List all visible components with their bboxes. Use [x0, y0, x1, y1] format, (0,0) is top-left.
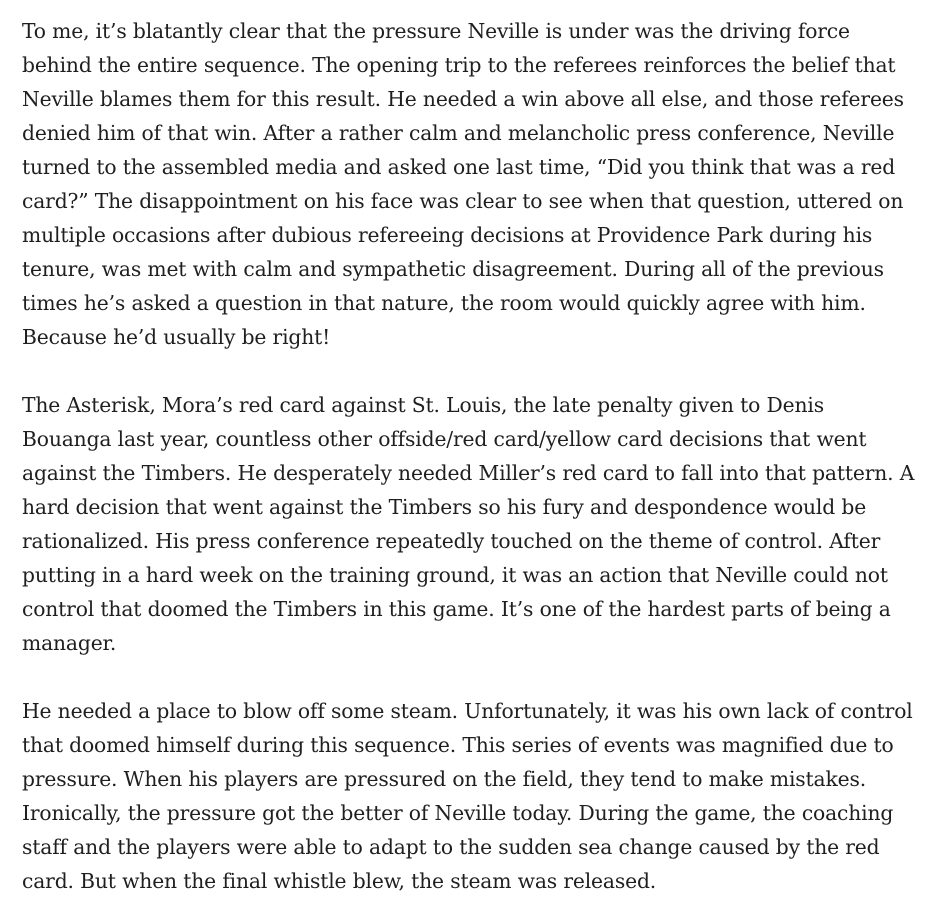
paragraph-3: He needed a place to blow off some steam. Unfortunately, it was his own lack of control that doomed himself during this sequence. This series of events was magnified due to pressure. When his players are pressured on the field, they tend to make mistakes. Ironically, the pressure got the better of Neville today. During the game, the coaching staff and the players were able to adapt to the sudden sea change caused by the red card. But when the final whistle blew, the steam was released.	[22, 699, 913, 893]
paragraph-2: The Asterisk, Mora’s red card against St. Louis, the late penalty given to Denis Bouanga last year, countless other offside/red card/yellow card decisions that went against the Timbers. He desperately needed Miller’s red card to fall into that pattern. A hard decision that went against the Timbers so his fury and despondence would be rationalized. His press conference repeatedly touched on the theme of control. After putting in a hard week on the training ground, it was an action that Neville could not control that doomed the Timbers in this game. It’s one of the hardest parts of being a manager.	[22, 393, 915, 655]
paragraph-1: To me, it’s blatantly clear that the pressure Neville is under was the driving force behind the entire sequence. The opening trip to the referees reinforces the belief that Neville blames them for this result. He needed a win above all else, and those referees denied him of that win. After a rather calm and melancholic press conference, Neville turned to the assembled media and asked one last time, “Did you think that was a red card?” The disappointment on his face was clear to see when that question, uttered on multiple occasions after dubious refereeing decisions at Providence Park during his tenure, was met with calm and sympathetic disagreement. During all of the previous times he’s asked a question in that nature, the room would quickly agree with him. Because he’d usually be right!	[22, 19, 904, 349]
